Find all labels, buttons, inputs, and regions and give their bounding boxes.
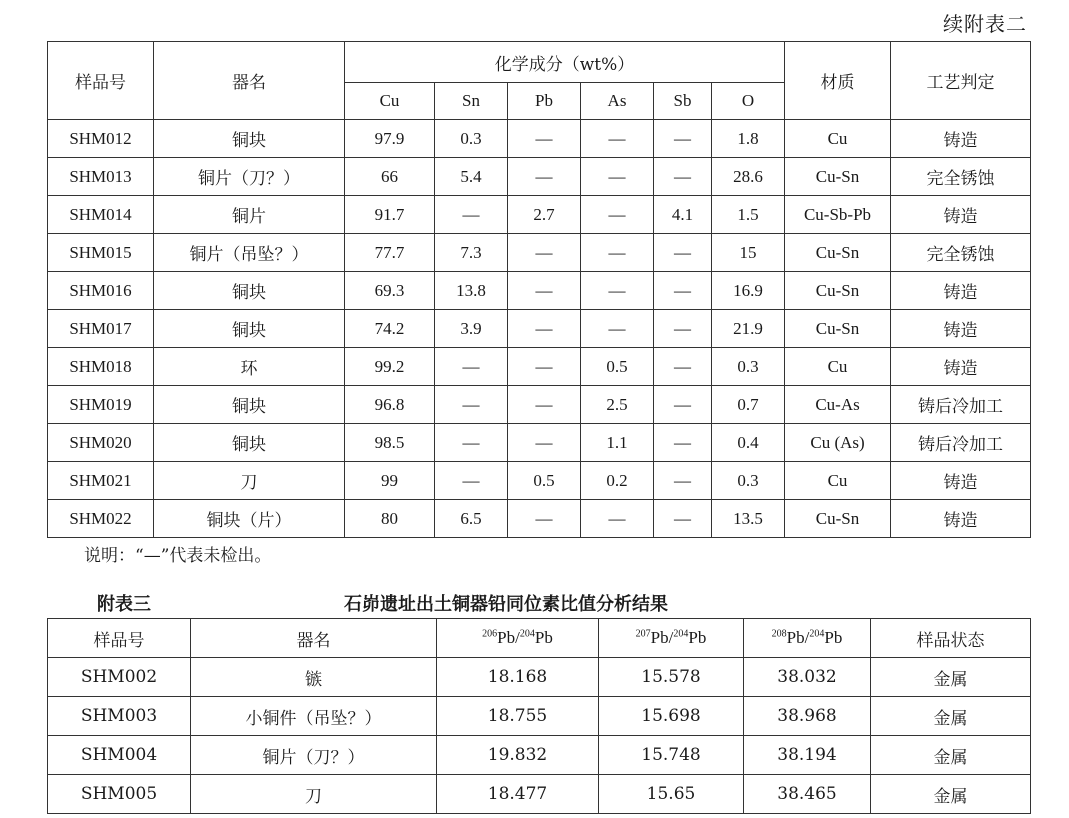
table-row [48, 386, 1031, 424]
cell-sb: — [654, 158, 712, 196]
table-row [48, 158, 1031, 196]
cell-process: 铸造 [891, 348, 1031, 386]
header-ratio-208-204: $^{208}$Pb/$^{204}$Pb [744, 619, 871, 658]
cell-name: 铜块 [154, 272, 345, 310]
header-sample-no: 样品号 [48, 619, 191, 658]
cell-name: 铜片（刀？） [191, 736, 437, 775]
cell-sn: 5.4 [435, 158, 508, 196]
table-row [48, 234, 1031, 272]
table3-label: 附表三 [97, 594, 151, 615]
cell-process: 铸造 [891, 196, 1031, 234]
cell-ratio-207-204: 15.65 [599, 775, 744, 814]
header-chem-group: 化学成分（wt%） [345, 42, 785, 83]
cell-cu: 97.9 [345, 120, 435, 158]
cell-sample-no: SHM022 [48, 500, 154, 538]
cell-name: 铜块 [154, 120, 345, 158]
table-row [48, 272, 1031, 310]
cell-process: 铸造 [891, 310, 1031, 348]
cell-sb: — [654, 310, 712, 348]
cell-sn: 3.9 [435, 310, 508, 348]
cell-ratio-207-204: 15.578 [599, 658, 744, 697]
table-row [48, 697, 1031, 736]
cell-cu: 77.7 [345, 234, 435, 272]
cell-pb: 0.5 [508, 462, 581, 500]
header-element-o: O [712, 83, 785, 120]
cell-process: 完全锈蚀 [891, 234, 1031, 272]
cell-name: 铜片 [154, 196, 345, 234]
cell-sb: — [654, 462, 712, 500]
cell-name: 铜片（刀？） [154, 158, 345, 196]
cell-sn: — [435, 424, 508, 462]
cell-sb: — [654, 272, 712, 310]
header-element-cu: Cu [345, 83, 435, 120]
cell-ratio-207-204: 15.698 [599, 697, 744, 736]
cell-as: — [581, 272, 654, 310]
cell-material: Cu [785, 462, 891, 500]
table-row [48, 736, 1031, 775]
cell-pb: — [508, 310, 581, 348]
header-element-sb: Sb [654, 83, 712, 120]
cell-sample-no: SHM019 [48, 386, 154, 424]
cell-as: — [581, 500, 654, 538]
cell-sample-no: SHM021 [48, 462, 154, 500]
cell-material: Cu-Sn [785, 272, 891, 310]
cell-sn: — [435, 196, 508, 234]
cell-as: — [581, 234, 654, 272]
cell-sb: — [654, 424, 712, 462]
cell-process: 铸后冷加工 [891, 424, 1031, 462]
cell-sample-no: SHM005 [48, 775, 191, 814]
cell-sn: 7.3 [435, 234, 508, 272]
cell-sample-no: SHM012 [48, 120, 154, 158]
header-name: 器名 [154, 42, 345, 120]
cell-o: 0.3 [712, 348, 785, 386]
cell-material: Cu-Sn [785, 500, 891, 538]
cell-cu: 80 [345, 500, 435, 538]
cell-cu: 96.8 [345, 386, 435, 424]
table3-title: 石峁遗址出土铜器铅同位素比值分析结果 [344, 594, 668, 615]
cell-cu: 99.2 [345, 348, 435, 386]
header-ratio-207-204: $^{207}$Pb/$^{204}$Pb [599, 619, 744, 658]
cell-sample-state: 金属 [871, 775, 1031, 814]
header-process: 工艺判定 [891, 42, 1031, 120]
table-row [48, 500, 1031, 538]
cell-o: 28.6 [712, 158, 785, 196]
header-element-sn: Sn [435, 83, 508, 120]
cell-material: Cu-As [785, 386, 891, 424]
cell-ratio-208-204: 38.968 [744, 697, 871, 736]
cell-sample-no: SHM015 [48, 234, 154, 272]
cell-sample-state: 金属 [871, 658, 1031, 697]
table-row [48, 196, 1031, 234]
header-material: 材质 [785, 42, 891, 120]
cell-pb: — [508, 500, 581, 538]
header-sample-state: 样品状态 [871, 619, 1031, 658]
cell-sb: — [654, 500, 712, 538]
table-row [48, 424, 1031, 462]
cell-sample-no: SHM018 [48, 348, 154, 386]
cell-sample-no: SHM004 [48, 736, 191, 775]
cell-process: 铸造 [891, 500, 1031, 538]
cell-process: 铸造 [891, 120, 1031, 158]
cell-sample-no: SHM016 [48, 272, 154, 310]
cell-pb: 2.7 [508, 196, 581, 234]
cell-material: Cu-Sn [785, 310, 891, 348]
cell-o: 0.7 [712, 386, 785, 424]
cell-name: 铜块 [154, 386, 345, 424]
cell-sn: 6.5 [435, 500, 508, 538]
cell-cu: 99 [345, 462, 435, 500]
cell-ratio-208-204: 38.194 [744, 736, 871, 775]
cell-name: 铜块（片） [154, 500, 345, 538]
cell-name: 镞 [191, 658, 437, 697]
cell-o: 0.4 [712, 424, 785, 462]
cell-material: Cu [785, 120, 891, 158]
cell-sn: — [435, 462, 508, 500]
cell-as: 1.1 [581, 424, 654, 462]
cell-as: — [581, 120, 654, 158]
cell-sample-no: SHM003 [48, 697, 191, 736]
cell-cu: 74.2 [345, 310, 435, 348]
cell-name: 铜片（吊坠？） [154, 234, 345, 272]
cell-as: — [581, 158, 654, 196]
cell-sb: — [654, 386, 712, 424]
cell-material: Cu-Sn [785, 234, 891, 272]
cell-sb: — [654, 120, 712, 158]
table-row [48, 775, 1031, 814]
cell-sample-state: 金属 [871, 697, 1031, 736]
cell-pb: — [508, 348, 581, 386]
cell-name: 铜块 [154, 424, 345, 462]
cell-ratio-208-204: 38.032 [744, 658, 871, 697]
table-row [48, 120, 1031, 158]
cell-ratio-206-204: 18.477 [437, 775, 599, 814]
cell-as: — [581, 196, 654, 234]
cell-pb: — [508, 120, 581, 158]
cell-process: 铸造 [891, 272, 1031, 310]
cell-as: — [581, 310, 654, 348]
table-row [48, 462, 1031, 500]
cell-ratio-207-204: 15.748 [599, 736, 744, 775]
cell-process: 完全锈蚀 [891, 158, 1031, 196]
table-row [48, 348, 1031, 386]
cell-name: 刀 [191, 775, 437, 814]
cell-sample-no: SHM013 [48, 158, 154, 196]
cell-as: 0.5 [581, 348, 654, 386]
cell-sample-no: SHM017 [48, 310, 154, 348]
cell-ratio-206-204: 18.755 [437, 697, 599, 736]
cell-o: 1.5 [712, 196, 785, 234]
cell-sample-no: SHM020 [48, 424, 154, 462]
header-ratio-206-204: $^{206}$Pb/$^{204}$Pb [437, 619, 599, 658]
continued-table-title: 续附表二 [943, 12, 1027, 36]
cell-ratio-208-204: 38.465 [744, 775, 871, 814]
cell-sample-no: SHM002 [48, 658, 191, 697]
cell-name: 铜块 [154, 310, 345, 348]
cell-o: 1.8 [712, 120, 785, 158]
header-sample-no: 样品号 [48, 42, 154, 120]
cell-material: Cu [785, 348, 891, 386]
table-note: 说明：“—”代表未检出。 [84, 546, 272, 566]
cell-o: 15 [712, 234, 785, 272]
cell-o: 16.9 [712, 272, 785, 310]
lead-isotope-table [47, 618, 1031, 814]
cell-sb: — [654, 234, 712, 272]
cell-name: 环 [154, 348, 345, 386]
table-row [48, 658, 1031, 697]
header-name: 器名 [191, 619, 437, 658]
cell-pb: — [508, 234, 581, 272]
cell-pb: — [508, 424, 581, 462]
header-element-pb: Pb [508, 83, 581, 120]
cell-pb: — [508, 158, 581, 196]
cell-sn: — [435, 386, 508, 424]
header-element-as: As [581, 83, 654, 120]
cell-name: 小铜件（吊坠？） [191, 697, 437, 736]
cell-ratio-206-204: 19.832 [437, 736, 599, 775]
cell-ratio-206-204: 18.168 [437, 658, 599, 697]
composition-table [47, 41, 1031, 538]
cell-cu: 66 [345, 158, 435, 196]
cell-pb: — [508, 386, 581, 424]
cell-cu: 69.3 [345, 272, 435, 310]
cell-o: 0.3 [712, 462, 785, 500]
cell-pb: — [508, 272, 581, 310]
cell-o: 21.9 [712, 310, 785, 348]
cell-sn: 0.3 [435, 120, 508, 158]
cell-o: 13.5 [712, 500, 785, 538]
cell-cu: 98.5 [345, 424, 435, 462]
cell-sample-state: 金属 [871, 736, 1031, 775]
cell-process: 铸造 [891, 462, 1031, 500]
cell-sample-no: SHM014 [48, 196, 154, 234]
cell-sn: — [435, 348, 508, 386]
cell-name: 刀 [154, 462, 345, 500]
cell-cu: 91.7 [345, 196, 435, 234]
cell-sb: 4.1 [654, 196, 712, 234]
cell-material: Cu-Sb-Pb [785, 196, 891, 234]
cell-material: Cu (As) [785, 424, 891, 462]
cell-as: 2.5 [581, 386, 654, 424]
cell-process: 铸后冷加工 [891, 386, 1031, 424]
cell-sb: — [654, 348, 712, 386]
table-row [48, 310, 1031, 348]
cell-sn: 13.8 [435, 272, 508, 310]
cell-material: Cu-Sn [785, 158, 891, 196]
cell-as: 0.2 [581, 462, 654, 500]
